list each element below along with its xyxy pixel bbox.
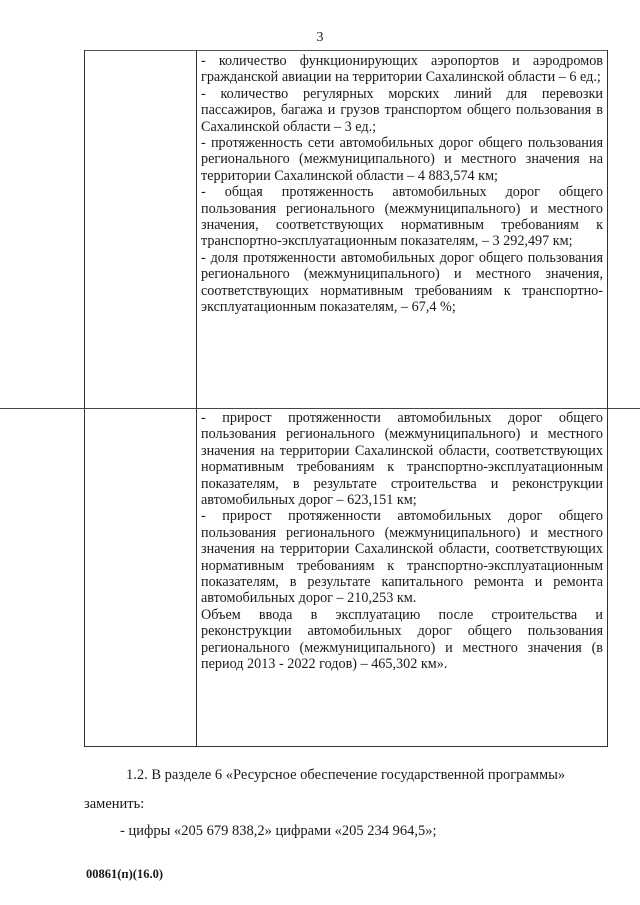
list-item: - доля протяженности автомобильных дорог общего пользования регионального (межмуниципального) и местного значения, соответствующих нормативным требованиям к транспортно-эксплуатационным показателям, – 67,4 %; <box>201 249 603 316</box>
figures-replacement: - цифры «205 679 838,2» цифрами «205 234 964,5»; <box>120 823 437 839</box>
table-cell-bottom <box>201 410 603 673</box>
list-item: - количество регулярных морских линий для перевозки пассажиров, багажа и грузов транспортом общего пользования в Сахалинской области – 3 ед.; <box>201 85 603 135</box>
list-item: - прирост протяженности автомобильных дорог общего пользования регионального (межмуниципального) и местного значения на территории Сахалинской области, соответствующих нормативным требованиям к транспортно-эксплуатационным показателям, в результате строительства и реконструкции автомобильных дорог – 623,151 км; <box>201 410 603 509</box>
section-heading-paragraph: 1.2. В разделе 6 «Ресурсное обеспечение государственной программы» <box>126 767 566 783</box>
table-right-border <box>607 50 608 747</box>
list-item: - количество функционирующих аэропортов и аэродромов гражданской авиации на территории Сахалинской области – 6 ед.; <box>201 53 603 86</box>
list-item: - прирост протяженности автомобильных дорог общего пользования регионального (межмуниципального) и местного значения на территории Сахалинской области, соответствующих нормативным требованиям к транспортно-эксплуатационным показателям, в результате капитального ремонта и ремонта автомобильных дорог – 210,253 км. <box>201 508 603 607</box>
document-code: 00861(п)(16.0) <box>86 867 163 881</box>
table-left-border <box>84 50 85 747</box>
table-cell-top <box>201 53 603 316</box>
list-item: - протяженность сети автомобильных дорог общего пользования регионального (межмуниципального) и местного значения на территории Сахалинской области – 4 883,574 км; <box>201 135 603 184</box>
list-item: - общая протяженность автомобильных дорог общего пользования регионального (межмуниципального) и местного значения, соответствующих нормативным требованиям к транспортно-эксплуатационным показателям, – 3 292,497 км; <box>201 184 603 250</box>
table-column-divider <box>196 50 197 747</box>
table-top-border <box>84 50 608 51</box>
table-bottom-border <box>84 746 608 747</box>
list-item: Объем ввода в эксплуатацию после строительства и реконструкции автомобильных дорог общего пользования регионального (межмуниципального) и местного значения (в период 2013 - 2022 годов) – 465,302 км». <box>201 606 603 673</box>
replace-instruction: заменить: <box>84 796 145 812</box>
page-number: 3 <box>316 30 324 45</box>
page-join-line <box>0 408 640 409</box>
